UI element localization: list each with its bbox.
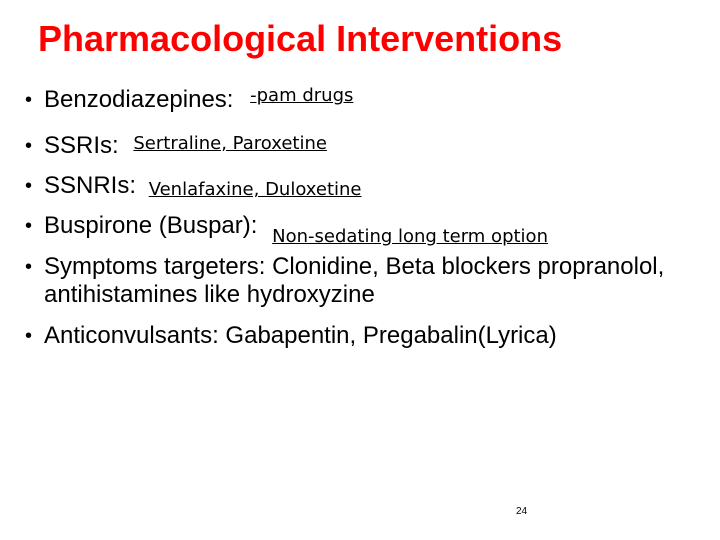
bullet-dot-icon: • xyxy=(25,215,33,237)
bullet-anticonvulsants xyxy=(22,322,557,350)
bullet-note: Non-sedating long term option xyxy=(272,226,548,247)
slide-title: Pharmacological Interventions xyxy=(38,18,563,59)
bullet-dot-icon: • xyxy=(25,175,33,197)
bullet-dot-icon: • xyxy=(25,325,33,347)
bullet-ssris xyxy=(22,132,327,162)
bullet-text: SSRIs: xyxy=(44,132,119,159)
page-number: 24 xyxy=(516,506,528,517)
bullet-buspirone xyxy=(22,212,548,247)
bullet-text: SSNRIs: xyxy=(44,172,137,199)
bullet-dot-icon: • xyxy=(25,256,33,278)
bullet-text: Anticonvulsants: Gabapentin, Pregabalin(Lyrica) xyxy=(44,322,557,349)
bullet-dot-icon: • xyxy=(25,89,33,111)
bullet-dot-icon: • xyxy=(25,135,33,157)
bullet-symptom-targeters xyxy=(22,253,684,309)
bullet-note: -pam drugs xyxy=(250,85,354,106)
bullet-text: Buspirone (Buspar): xyxy=(44,212,258,239)
bullet-text: Benzodiazepines: xyxy=(44,86,234,113)
bullet-text: Symptoms targeters: Clonidine, Beta blockers propranolol, antihistamines like hydroxyzine xyxy=(44,253,665,308)
bullet-benzodiazepines xyxy=(22,86,353,116)
bullet-note: Venlafaxine, Duloxetine xyxy=(148,179,362,200)
bullet-ssnris xyxy=(22,172,362,202)
bullet-note: Sertraline, Paroxetine xyxy=(133,133,327,154)
